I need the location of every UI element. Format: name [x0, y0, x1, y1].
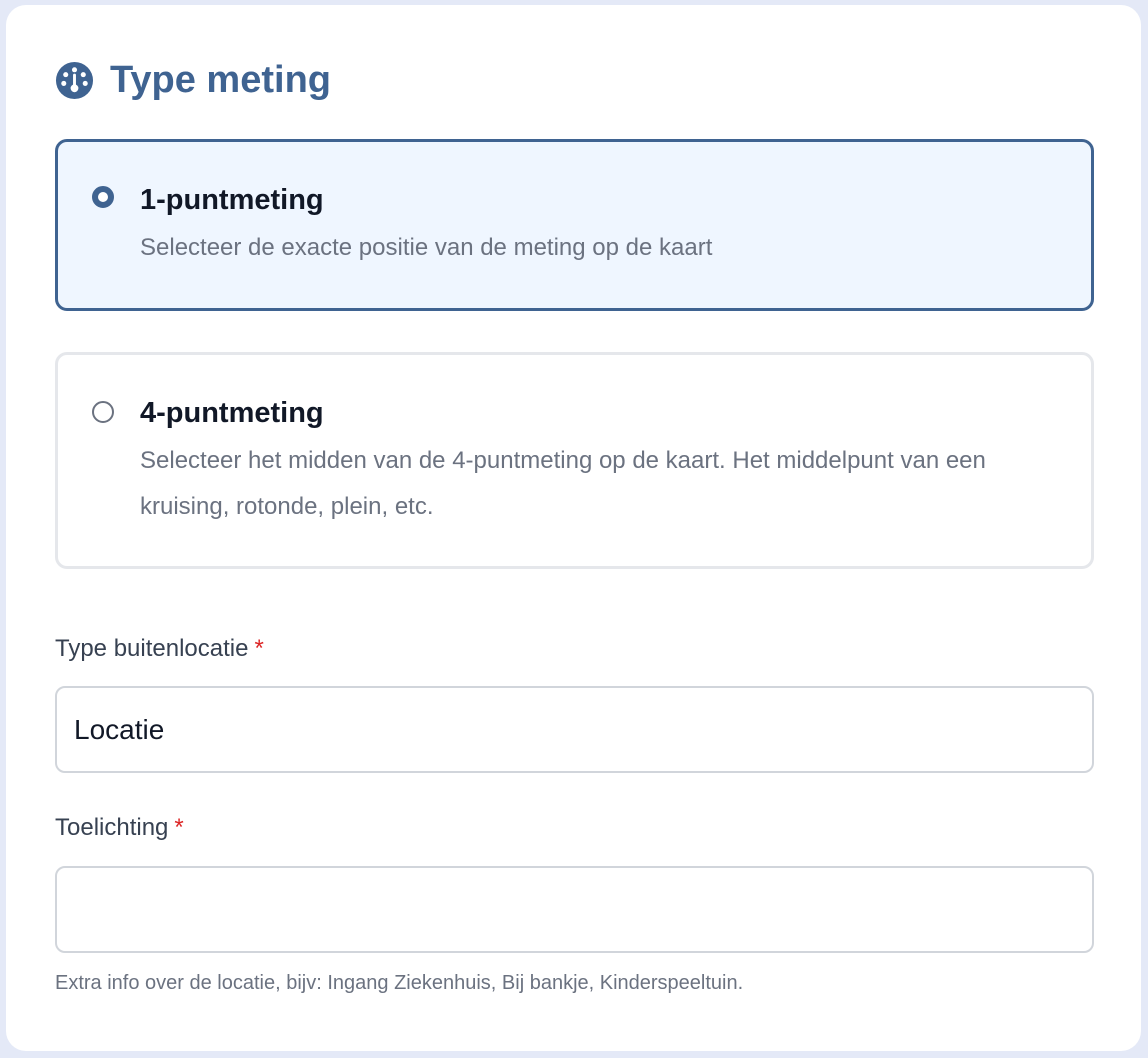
- label-text: Type buitenlocatie: [55, 635, 249, 662]
- label-text: Toelichting: [55, 814, 169, 841]
- required-marker: *: [174, 814, 184, 841]
- radio-unselected[interactable]: [92, 401, 114, 423]
- option-1-point[interactable]: [55, 139, 1094, 311]
- location-type-input[interactable]: Locatie: [55, 686, 1094, 773]
- option-description: Selecteer de exacte positie van de meting op de kaart: [140, 234, 713, 261]
- option-title: 1-puntmeting: [140, 184, 324, 216]
- radio-selected[interactable]: [92, 186, 114, 208]
- option-title: 4-puntmeting: [140, 397, 324, 429]
- gauge-icon: [55, 61, 94, 100]
- section-header: [55, 59, 331, 102]
- explanation-input[interactable]: [55, 866, 1094, 953]
- required-marker: *: [254, 635, 264, 662]
- option-4-point[interactable]: [55, 352, 1094, 569]
- explanation-help-text: Extra info over de locatie, bijv: Ingang Ziekenhuis, Bij bankje, Kinderspeeltuin.: [55, 972, 744, 994]
- explanation-label: [55, 814, 184, 842]
- section-title: Type meting: [110, 59, 331, 101]
- option-description: Selecteer het midden van de 4-puntmeting op de kaart. Het middelpunt van een kruising, rotonde, plein, etc.: [140, 447, 986, 520]
- measurement-type-card: [6, 5, 1141, 1051]
- location-type-label: [55, 635, 264, 663]
